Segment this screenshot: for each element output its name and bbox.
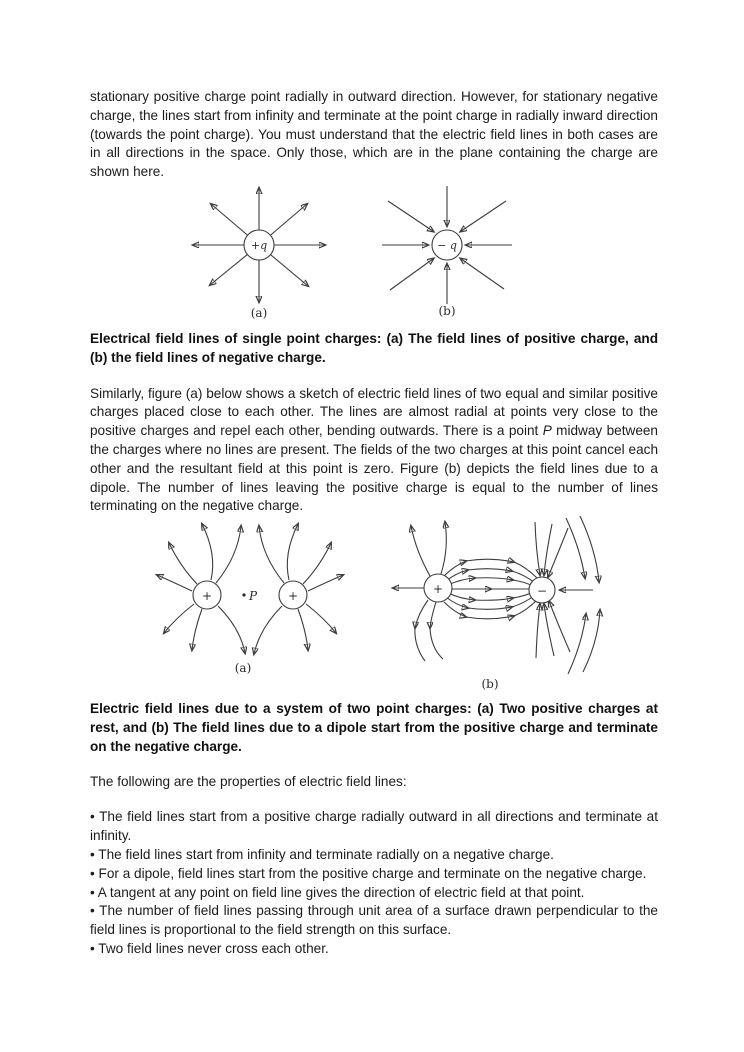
- figure2-label-a: (a): [234, 661, 252, 676]
- two-positive-charges-diagram: [157, 524, 343, 675]
- property-item: • The number of field lines passing through unit area of a surface drawn perpendicular to the field lines is proportional to the field strength on this surface.: [90, 903, 658, 938]
- single-charge-field-lines-diagram: [170, 184, 550, 326]
- right-positive-sign: +: [287, 589, 299, 604]
- property-item: • The field lines start from infinity and terminate radially on a negative charge.: [90, 846, 554, 862]
- properties-list: [90, 808, 658, 958]
- properties-intro: The following are the properties of electric field lines:: [90, 773, 407, 789]
- point-p-italic: P: [542, 423, 552, 439]
- paragraph-two-charges-part1: Similarly, figure (a) below shows a sketch of electric field lines of two equal and similar positive charges placed close to each other. The lines are almost radial at points very close to the positive charges and repel each other, bending outwards. There is a point: [90, 385, 658, 439]
- property-item: • Two field lines never cross each other.: [90, 940, 329, 956]
- figure-single-point-charges: [170, 184, 658, 326]
- paragraph-two-charges-part2: midway between the charges where no lines are present. The fields of the two charges at this point cancel each other and the resultant field at this point is zero. Figure (b) depicts the field lines due to a dipole. The number of lines leaving the positive charge is equal to the number of lines terminating on the negative charge.: [90, 423, 658, 514]
- dipole-positive-sign: +: [432, 582, 444, 597]
- negative-charge-label: − q: [437, 238, 457, 252]
- positive-charge-label: +q: [250, 238, 268, 252]
- figure2-label-b: (b): [481, 677, 499, 692]
- midpoint-dot: [242, 594, 245, 597]
- caption-two-point-charges: Electric field lines due to a system of two point charges: (a) Two positive charges at rest, and (b) The field lines due to a dipole start from the positive charge and terminate on the negative charge.: [90, 701, 658, 754]
- figure1-label-a: (a): [250, 305, 268, 320]
- property-item: • A tangent at any point on field line gives the direction of electric field at that point.: [90, 884, 585, 900]
- paragraph-field-lines-intro: stationary positive charge point radially in outward direction. However, for stationary negative charge, the lines start from infinity and terminate at the point charge in radially inward direction (towards the point charge). You must understand that the electric field lines in both cases are in all directions in the space. Only those, which are in the plane containing the charge are shown here.: [90, 89, 658, 180]
- midpoint-p-label: P: [249, 589, 258, 604]
- two-charge-field-lines-diagram: [128, 516, 613, 694]
- figure1-label-b: (b): [438, 303, 456, 318]
- paragraph-two-charges: [90, 385, 658, 517]
- property-item: • The field lines start from a positive charge radially outward in all directions and terminate at infinity.: [90, 809, 658, 844]
- left-positive-sign: +: [201, 589, 213, 604]
- property-item: • For a dipole, field lines start from the positive charge and terminate on the negative charge.: [90, 865, 647, 881]
- dipole-diagram: [393, 516, 600, 691]
- positive-charge-diagram: [193, 188, 325, 302]
- caption-single-point-charges: Electrical field lines of single point charges: (a) The field lines of positive charge, and (b) the field lines of negative charge.: [90, 330, 658, 365]
- negative-charge-diagram: [382, 186, 512, 304]
- figure-two-point-charges: [128, 516, 658, 694]
- dipole-negative-sign: −: [536, 584, 548, 599]
